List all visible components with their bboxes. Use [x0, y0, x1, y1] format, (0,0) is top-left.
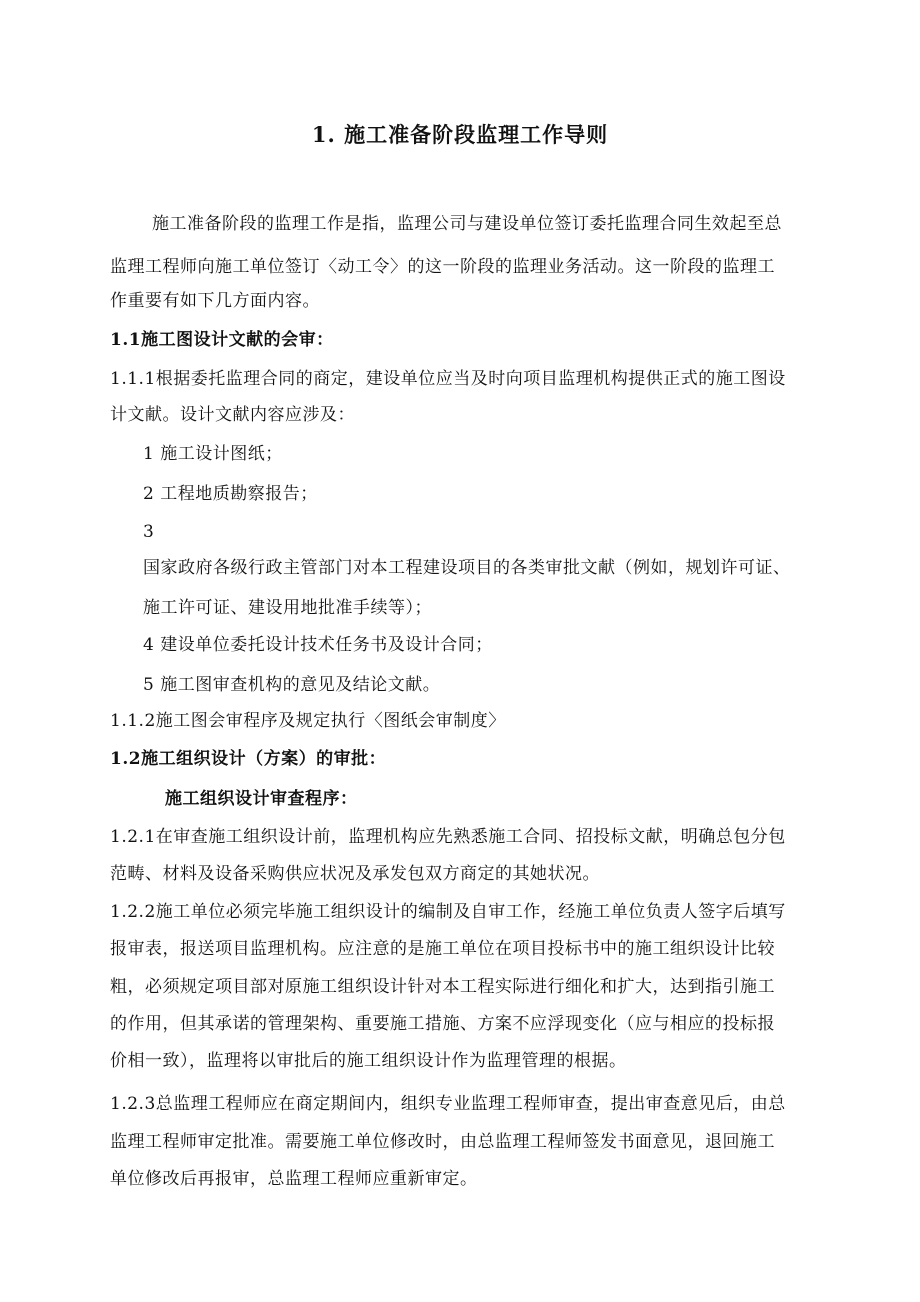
para-1-1-2: 1.1.2施工图会审程序及规定执行〈图纸会审制度〉 [110, 711, 506, 731]
para-1-1-1-line-2: 计文献。设计文献内容应涉及： [110, 405, 355, 425]
list-item-1: 1 施工设计图纸； [143, 444, 283, 464]
document-title: 1. 施工准备阶段监理工作导则 [311, 122, 609, 147]
list-item-2: 2 工程地质勘察报告； [143, 484, 318, 504]
section-1-2-subheading: 施工组织设计审查程序： [165, 789, 358, 809]
para-1-2-2-line-5: 价相一致），监理将以审批后的施工组织设计作为监理管理的根据。 [110, 1051, 627, 1071]
list-item-3-line-2: 施工许可证、建设用地批准手续等）； [143, 598, 432, 618]
intro-line-3: 作重要有如下几方面内容。 [110, 291, 320, 311]
para-1-2-2-line-3: 粗，必须规定项目部对原施工组织设计针对本工程实际进行细化和扩大，达到指引施工 [110, 977, 775, 997]
para-1-1-1-line-1: 1.1.1根据委托监理合同的商定，建设单位应当及时向项目监理机构提供正式的施工图设 [110, 369, 786, 389]
para-1-2-1-line-1: 1.2.1在审查施工组织设计前，监理机构应先熟悉施工合同、招投标文献，明确总包分包 [110, 827, 786, 847]
para-1-2-3-line-3: 单位修改后再报审，总监理工程师应重新审定。 [110, 1169, 478, 1189]
section-1-1-heading: 1.1施工图设计文献的会审： [110, 330, 334, 350]
para-1-2-1-line-2: 范畴、材料及设备采购供应状况及承发包双方商定的其她状况。 [110, 864, 600, 884]
para-1-2-3-line-1: 1.2.3总监理工程师应在商定期间内，组织专业监理工程师审查，提出审查意见后，由总 [110, 1094, 786, 1114]
list-item-5: 5 施工图审查机构的意见及结论文献。 [143, 675, 441, 695]
para-1-2-2-line-2: 报审表，报送项目监理机构。应注意的是施工单位在项目投标书中的施工组织设计比较 [110, 939, 775, 959]
section-1-2-heading: 1.2施工组织设计（方案）的审批： [110, 749, 387, 769]
list-item-3-line-1: 国家政府各级行政主管部门对本工程建设项目的各类审批文献（例如，规划许可证、 [143, 558, 791, 578]
para-1-2-2-line-4: 的作用，但其承诺的管理架构、重要施工措施、方案不应浮现变化（应与相应的投标报 [110, 1014, 775, 1034]
intro-line-2: 监理工程师向施工单位签订〈动工令〉的这一阶段的监理业务活动。这一阶段的监理工 [110, 257, 775, 277]
list-item-4: 4 建设单位委托设计技术任务书及设计合同； [143, 635, 493, 655]
para-1-2-2-line-1: 1.2.2施工单位必须完毕施工组织设计的编制及自审工作，经施工单位负责人签字后填写 [110, 902, 786, 922]
list-item-3-number: 3 [143, 522, 155, 542]
intro-line-1: 施工准备阶段的监理工作是指，监理公司与建设单位签订委托监理合同生效起至总 [152, 214, 782, 234]
para-1-2-3-line-2: 监理工程师审定批准。需要施工单位修改时，由总监理工程师签发书面意见，退回施工 [110, 1132, 775, 1152]
